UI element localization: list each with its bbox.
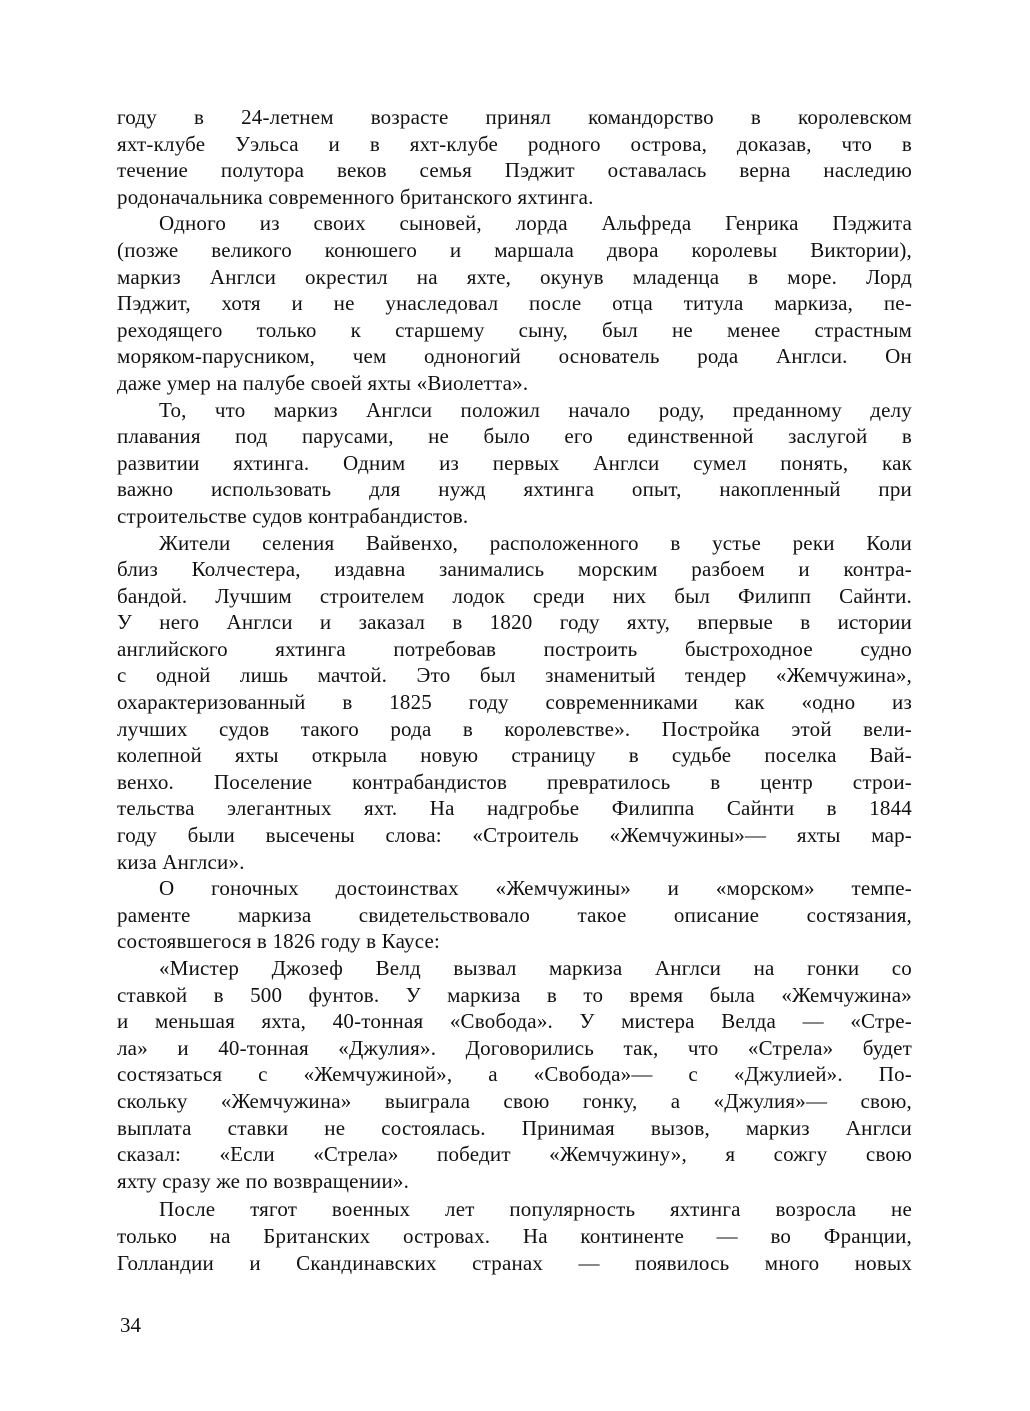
text-line: плавания под парусами, не было его единственной заслугой в [117,424,912,449]
text-line: состязаться с «Жемчужиной», а «Свобода»— с «Джулией». По- [117,1062,912,1087]
text-line: только на Британских островах. На континенте — во Франции, [117,1223,912,1248]
text-line: даже умер на палубе своей яхты «Виолетта». [117,370,529,395]
text-line: близ Колчестера, издавна занимались морским разбоем и контра- [117,557,912,582]
text-line: Голландии и Скандинавских странах — появилось много новых [117,1250,912,1275]
text-line: яхту сразу же по возвращении». [117,1168,410,1193]
text-line: развитии яхтинга. Одним из первых Англси сумел понять, как [117,450,912,475]
paragraph [117,397,912,530]
page-number: 34 [120,1313,141,1337]
paragraph [117,104,912,210]
paragraph [117,530,912,876]
text-line: венхо. Поселение контрабандистов превратилось в центр строи- [117,769,912,794]
text-line: тельства элегантных яхт. На надгробье Филиппа Сайнти в 1844 [117,796,912,821]
text-line: строительстве судов контрабандистов. [117,503,469,528]
text-line: маркиз Англси окрестил на яхте, окунув младенца в море. Лорд [117,264,912,289]
paragraph [117,1196,912,1276]
quotation-paragraph [117,955,912,1194]
text-line: охарактеризованный в 1825 году современниками как «одно из [117,690,912,715]
text-line: колепной яхты открыла новую страницу в судьбе поселка Вай- [117,743,912,768]
text-line: «Мистер Джозеф Велд вызвал маркиза Англси на гонки со [159,956,912,980]
text-line: реходящего только к старшему сыну, был не менее страстным [117,317,912,342]
text-line: моряком-парусником, чем одноногий основатель рода Англси. Он [117,344,912,369]
text-line: сказал: «Если «Стрела» победит «Жемчужину», я сожгу свою [117,1142,912,1167]
text-line: раменте маркиза свидетельствовало такое описание состязания, [117,902,912,927]
text-line: выплата ставки не состоялась. Принимая вызов, маркиз Англси [117,1115,912,1140]
text-line: Одного из своих сыновей, лорда Альфреда Генрика Пэджита [159,211,912,236]
text-line: течение полутора веков семья Пэджит оставалась верна наследию [117,158,912,183]
text-line: важно использовать для нужд яхтинга опыт, накопленный при [117,477,912,502]
text-line: То, что маркиз Англси положил начало роду, преданному делу [159,397,912,422]
text-line: родоначальника современного британского яхтинга. [117,184,594,209]
text-line: английского яхтинга потребовав построить быстроходное судно [117,636,912,661]
text-line: Жители селения Вайвенхо, расположенного в устье реки Коли [159,530,912,555]
text-line: О гоночных достоинствах «Жемчужины» и «морском» темпе- [159,876,912,901]
book-page-body [117,104,912,1276]
text-line: яхт-клубе Уэльса и в яхт-клубе родного острова, доказав, что в [117,131,912,156]
text-line: (позже великого конюшего и маршала двора королевы Виктории), [117,237,912,262]
text-line: бандой. Лучшим строителем лодок среди них был Филипп Сайнти. [117,583,912,608]
text-line: скольку «Жемчужина» выиграла свою гонку, а «Джулия»— свою, [117,1088,912,1113]
text-line: с одной лишь мачтой. Это был знаменитый тендер «Жемчужина», [117,663,912,688]
text-line: состоявшегося в 1826 году в Каусе: [117,929,441,954]
text-line: У него Англси и заказал в 1820 году яхту, впервые в истории [117,610,912,635]
text-line: и меньшая яхта, 40-тонная «Свобода». У мистера Велда — «Стре- [117,1009,912,1034]
text-line: После тягот военных лет популярность яхтинга возросла не [159,1197,912,1222]
text-line: ставкой в 500 фунтов. У маркиза в то время была «Жемчужина» [117,982,912,1007]
text-line: Пэджит, хотя и не унаследовал после отца титула маркиза, пе- [117,291,912,316]
text-line: лучших судов такого рода в королевстве». Постройка этой вели- [117,716,912,741]
text-line: году были высечены слова: «Строитель «Жемчужины»— яхты мар- [117,823,912,848]
text-line: ла» и 40-тонная «Джулия». Договорились так, что «Стрела» будет [117,1035,912,1060]
paragraph [117,210,912,396]
text-line: году в 24-летнем возрасте принял командорство в королевском [117,105,912,129]
paragraph [117,875,912,955]
text-line: киза Англси». [117,849,245,874]
